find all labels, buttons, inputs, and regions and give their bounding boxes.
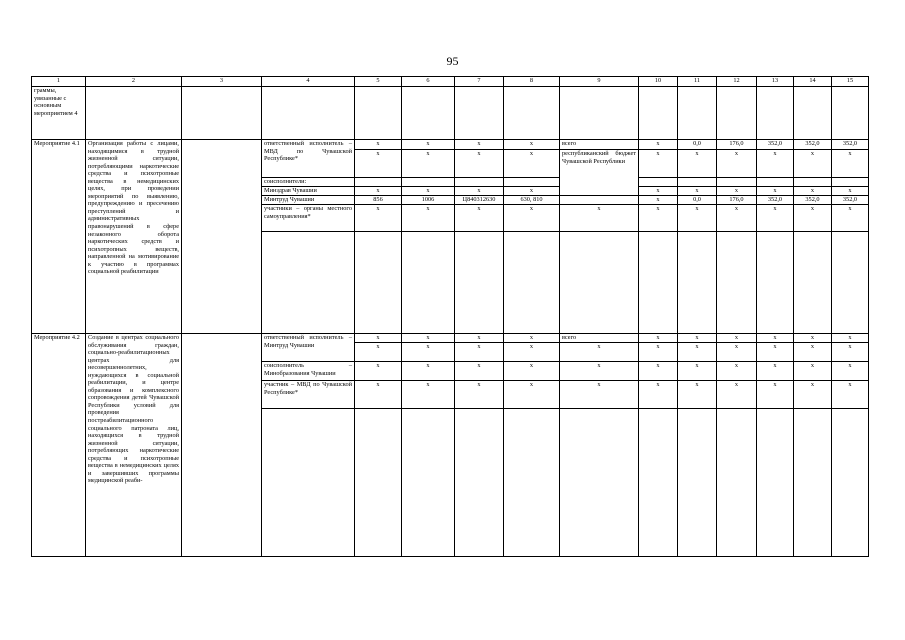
event-code: Мероприятие 4.1 [32, 140, 86, 334]
table-row: x x x x x x x x x x x [32, 343, 869, 362]
table-row: x x x x республиканский бюджет Чувашской Республики x x x x x x [32, 150, 869, 178]
executor-cell: участники – органы местного самоуправления* [262, 205, 355, 232]
table-row: Мероприятие 4.1 Организация работы с лицами, находящимися в трудной жизненной ситуации, потребляющими наркотические средства и психотропные вещества в немедицинских целях, при проведении мероприятий по выявлению, предупреждению и пресечению преступлений и административных правонарушений в сфере незаконного оборота наркотических средств и психотропных веществ, направленной на мотивирование к участию в программах социальной реабилитации ответственный исполнитель – МВД по Чувашской Республике* x x x x всего x 0,0 176,0 352,0 352,0 352,0 [32, 140, 869, 150]
table-row: Минтруд Чувашии 856 1006 Ц840312630 630, 810 x 0,0 176,0 352,0 352,0 352,0 [32, 196, 869, 205]
header-cell: 7 [455, 77, 504, 87]
header-cell: 6 [402, 77, 455, 87]
header-row [32, 77, 869, 87]
table-row: участник – МВД по Чувашской Республике* x x x x x x x x x x x [32, 381, 869, 409]
header-cell: 4 [262, 77, 355, 87]
table-row: участники – органы местного самоуправления* x x x x x x x x x x x [32, 205, 869, 232]
continuation-row [32, 87, 869, 140]
table-row: Мероприятие 4.2 Создание в центрах социального обслуживания граждан, социально-реабилитационных центрах для несовершеннолетних, нуждающихся в социальной реабилитации, и центре образования и комплексного сопровождения детей Чувашской Республики условий для проведения постреабилитационного социального патроната лиц, находящихся в трудной жизненной ситуации, потребляющих наркотические средства и психотропные вещества в немедицинских целях и завершивших программы медицинской реаби- ответственный исполнитель – Минтруд Чувашии x x x x всего x x x x x x [32, 334, 869, 343]
executor-cell: Минтруд Чувашии [262, 196, 355, 205]
event-code: Мероприятие 4.2 [32, 334, 86, 557]
executor-cell: ответственный исполнитель – МВД по Чувашской Республике* [262, 140, 355, 178]
header-cell: 11 [678, 77, 717, 87]
executor-cell: Минздрав Чувашии [262, 187, 355, 196]
header-cell: 3 [182, 77, 262, 87]
header-cell: 5 [355, 77, 402, 87]
header-cell: 8 [504, 77, 560, 87]
header-cell: 14 [794, 77, 832, 87]
header-cell: 2 [86, 77, 182, 87]
continuation-text: граммы, увязанные с основным мероприятием 4 [32, 87, 86, 140]
header-cell: 9 [560, 77, 639, 87]
header-cell: 13 [757, 77, 794, 87]
table-row: соисполнитель – Минобразования Чувашии x x x x x x x x x x x [32, 362, 869, 381]
page-number: 95 [446, 54, 459, 68]
executor-cell: участник – МВД по Чувашской Республике* [262, 381, 355, 409]
event-title: Организация работы с лицами, находящимися в трудной жизненной ситуации, потребляющими наркотические средства и психотропные вещества в немедицинских целях, при проведении мероприятий по выявлению, предупреждению и пресечению преступлений и административных правонарушений в сфере незаконного оборота наркотических средств и психотропных веществ, направленной на мотивирование к участию в программах социальной реабилитации [86, 140, 182, 334]
program-table [31, 76, 869, 557]
header-cell: 10 [639, 77, 678, 87]
table-row: Минздрав Чувашии x x x x x x x x x x [32, 187, 869, 196]
header-cell: 15 [832, 77, 869, 87]
event-title: Создание в центрах социального обслуживания граждан, социально-реабилитационных центрах для несовершеннолетних, нуждающихся в социальной реабилитации, и центре образования и комплексного сопровождения детей Чувашской Республики условий для проведения постреабилитационного социального патроната лиц, находящихся в трудной жизненной ситуации, потребляющих наркотические средства и психотропные вещества в немедицинских целях и завершивших программы медицинской реаби- [86, 334, 182, 557]
header-cell: 1 [32, 77, 86, 87]
executor-cell: соисполнитель – Минобразования Чувашии [262, 362, 355, 381]
header-cell: 12 [717, 77, 757, 87]
executor-cell: соисполнители: [262, 178, 355, 187]
executor-cell: ответственный исполнитель – Минтруд Чувашии [262, 334, 355, 362]
